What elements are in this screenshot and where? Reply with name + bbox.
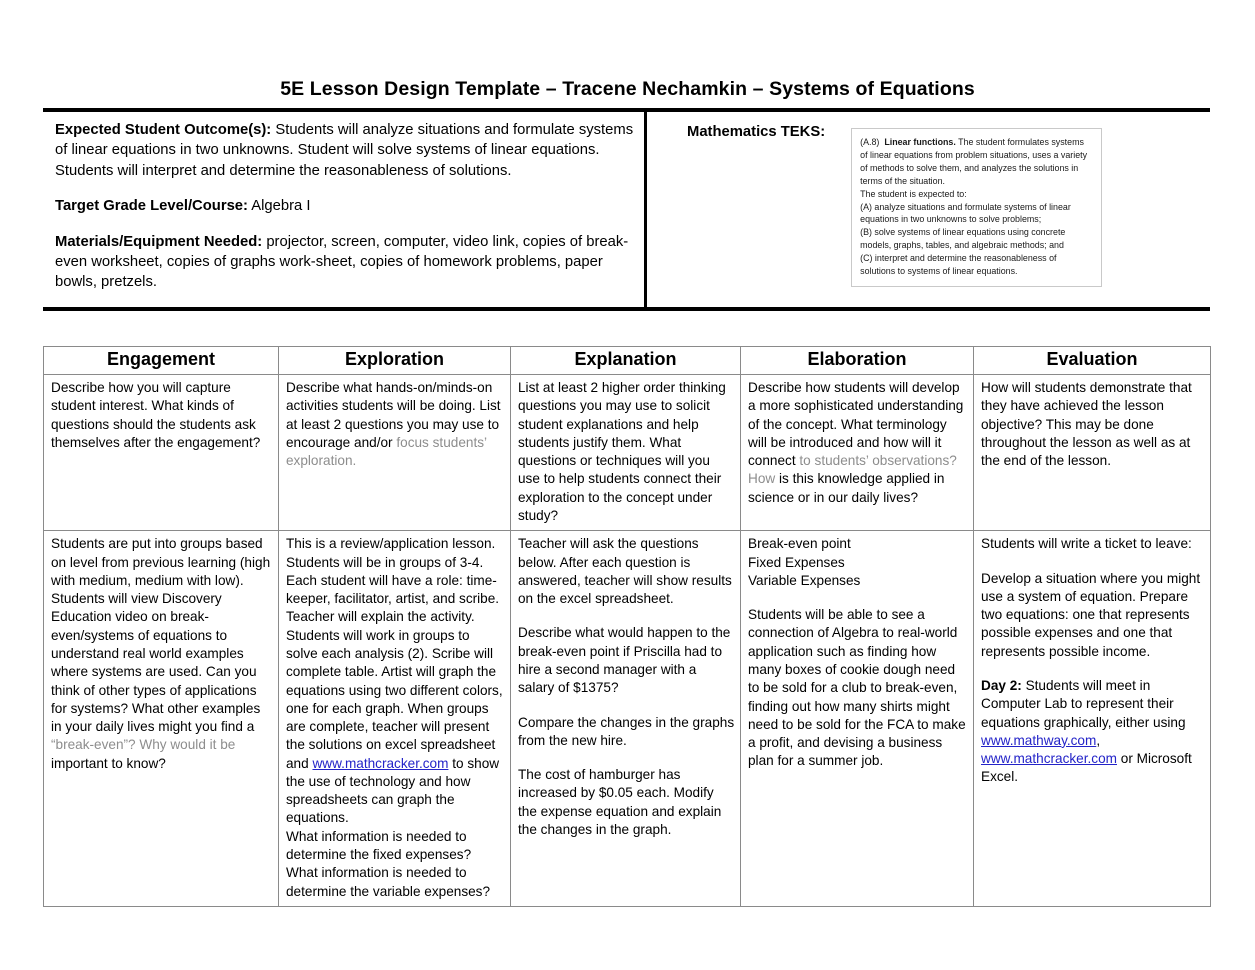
content-exploration-part1: This is a review/application lesson. Students will be in groups of 3-4. Each student will have a role: time-keeper, facilitator, artist, and scribe. Teacher will explain the activity. Students will work in groups to solve each analysis (2). Scribe will complete table. Artist will graph the equations using two different colors, one for each graph. When groups are complete, teacher will present the solutions on excel spreadsheet and	[286, 536, 503, 771]
content-explanation-p3: Compare the changes in the graphs from the new hire.	[518, 714, 735, 748]
mathcracker-link-exploration[interactable]: www.mathcracker.com	[312, 755, 449, 771]
five-e-table	[43, 346, 1211, 907]
overview-left-cell	[43, 112, 647, 307]
content-engagement-faded: “break-even”? Why would it be	[51, 737, 236, 753]
content-exploration-question-variable: What information is needed to determine the variable expenses?	[286, 865, 491, 899]
teks-item-a: (A) analyze situations and formulate systems of linear equations in two unknowns to solve problems;	[860, 201, 1071, 225]
content-evaluation-p3-c: or Microsoft Excel.	[981, 751, 1192, 785]
spacer-1	[55, 181, 634, 196]
five-e-header-row	[44, 347, 1211, 375]
page-title: 5E Lesson Design Template – Tracene Nechamkin – Systems of Equations	[280, 78, 975, 100]
expected-outcome-paragraph	[55, 120, 634, 181]
column-header-exploration: Exploration	[279, 347, 511, 375]
expected-outcome-label: Expected Student Outcome(s):	[55, 122, 272, 138]
content-cell-elaboration	[741, 531, 974, 907]
content-engagement-text	[51, 535, 273, 773]
teks-intro-text: The student formulates systems of linear equations from problem situations, uses a variety of methods to solve them, and analyzes the solutions in terms of the situation.	[860, 137, 1088, 186]
content-evaluation-p2: Develop a situation where you might use a system of equation. Prepare two equations: one that represents possible expenses and one that represents possible income.	[981, 570, 1201, 659]
content-evaluation-p1: Students will write a ticket to leave:	[981, 536, 1192, 552]
outcome-block	[55, 120, 634, 293]
prompt-cell-exploration	[279, 375, 511, 531]
spacer-explanation-2	[518, 698, 735, 714]
spacer-elaboration-1	[748, 590, 968, 606]
prompt-cell-evaluation	[974, 375, 1211, 531]
prompt-elaboration-main: Describe how students will develop a more sophisticated understanding of the concept. What terminology will be introduced and how will it connect	[748, 380, 964, 469]
spacer-2	[55, 217, 634, 232]
materials-text: projector, screen, computer, video link, copies of break-even worksheet, copies of graphs work-sheet, copies of homework problems, paper bowls, pretzels.	[55, 233, 629, 291]
content-engagement-tail: important to know?	[51, 755, 166, 771]
spacer-evaluation-1	[981, 554, 1205, 570]
column-header-explanation: Explanation	[511, 347, 741, 375]
content-cell-evaluation	[974, 531, 1211, 907]
content-engagement-main: Students are put into groups based on level from previous learning (high with medium, medium with low). Students will view Discovery Education video on break-even/systems of equations to understand real world examples where systems are used. Can you think of other types of applications for systems? What other examples in your daily lives might you find a	[51, 536, 271, 735]
prompt-exploration-text	[286, 379, 505, 470]
materials-label: Materials/Equipment Needed:	[55, 233, 263, 250]
prompt-cell-elaboration	[741, 375, 974, 531]
overview-right-cell	[647, 112, 1210, 307]
column-header-evaluation: Evaluation	[974, 347, 1211, 375]
teks-label: Mathematics TEKS:	[687, 124, 826, 140]
prompt-evaluation-text: How will students demonstrate that they have achieved the lesson objective? This may be done throughout the lesson as well as at the end of the lesson.	[981, 380, 1192, 469]
day-2-label: Day 2:	[981, 677, 1022, 693]
grade-level-label: Target Grade Level/Course:	[55, 198, 248, 215]
content-evaluation-p3-b: ,	[1096, 732, 1101, 748]
content-exploration-paragraph	[286, 535, 505, 828]
expected-outcome-text: Students will analyze situations and formulate systems of linear equations in two unknowns. Student will solve systems of linear equations. Students will interpret and determine the reasonableness of solutions.	[55, 122, 634, 179]
content-evaluation-p3-a: Students will meet in Computer Lab to represent their equations graphically, either using	[981, 677, 1186, 730]
prompt-elaboration-tail: is this knowledge applied in science or in our daily lives?	[748, 471, 945, 505]
spacer-explanation-3	[518, 750, 735, 766]
mathcracker-link-evaluation[interactable]: www.mathcracker.com	[981, 751, 1117, 767]
content-elaboration-term-1: Break-even point	[748, 536, 851, 552]
prompt-elaboration-faded: to students’ observations? How	[748, 453, 957, 487]
prompt-engagement-text: Describe how you will capture student interest. What kinds of questions should the students ask themselves after the engagement?	[51, 380, 261, 450]
spacer-explanation-1	[518, 608, 735, 624]
prompt-exploration-main: Describe what hands-on/minds-on activities students will be doing. List at least 2 questions you may use to encourage and/or	[286, 380, 501, 450]
prompt-elaboration-text	[748, 379, 968, 507]
teks-expectation-lead: The student is expected to:	[860, 188, 967, 199]
content-elaboration-term-2: Fixed Expenses	[748, 554, 845, 570]
content-elaboration-p1: Students will be able to see a connection of Algebra to real-world application such as finding how many boxes of cookie dough need to be sold for a club to break-even, finding out how many shirts might need to be sold for the FCA to make a profit, and devising a business plan for a summer job.	[748, 607, 966, 769]
teks-intro	[860, 136, 1093, 188]
teks-code: (A.8)	[860, 137, 880, 147]
content-elaboration-term-3: Variable Expenses	[748, 572, 861, 588]
content-cell-exploration	[279, 531, 511, 907]
teks-heading: Linear functions.	[884, 137, 956, 147]
column-header-engagement: Engagement	[44, 347, 279, 375]
teks-item-b: (B) solve systems of linear equations using concrete models, graphs, tables, and algebraic methods; and	[860, 227, 1066, 251]
column-header-elaboration: Elaboration	[741, 347, 974, 375]
content-explanation-p2: Describe what would happen to the break-even point if Priscilla had to hire a second manager with a salary of $1375?	[518, 625, 731, 696]
prompt-cell-explanation	[511, 375, 741, 531]
teks-item-c: (C) interpret and determine the reasonableness of solutions to systems of linear equations.	[860, 253, 1057, 277]
content-explanation-p1: Teacher will ask the questions below. After each question is answered, teacher will show results on the excel spreadsheet.	[518, 536, 732, 607]
mathway-link-evaluation[interactable]: www.mathway.com	[981, 732, 1097, 748]
grade-level-paragraph	[55, 196, 634, 216]
prompt-explanation-text: List at least 2 higher order thinking questions you may use to solicit student explanations and help students justify them. What questions or techniques will you use to help students connect their exploration to the concept under study?	[518, 380, 726, 523]
grade-level-text: Algebra I	[247, 198, 311, 215]
teks-standard-box	[851, 128, 1102, 287]
content-cell-explanation	[511, 531, 741, 907]
content-cell-engagement	[44, 531, 279, 907]
spacer-evaluation-2	[981, 661, 1205, 677]
materials-paragraph	[55, 232, 634, 293]
content-exploration-part2: to show the use of technology and how spreadsheets can graph the equations.	[286, 755, 500, 826]
content-evaluation-p3	[981, 677, 1205, 787]
content-explanation-p4: The cost of hamburger has increased by $0.05 each. Modify the expense equation and explain the changes in the graph.	[518, 767, 722, 837]
prompt-cell-engagement	[44, 375, 279, 531]
overview-table	[43, 108, 1210, 311]
prompt-row	[44, 375, 1211, 531]
content-row	[44, 531, 1211, 907]
prompt-exploration-faded: focus students’ exploration.	[286, 434, 487, 469]
content-exploration-question-fixed: What information is needed to determine the fixed expenses?	[286, 828, 472, 863]
